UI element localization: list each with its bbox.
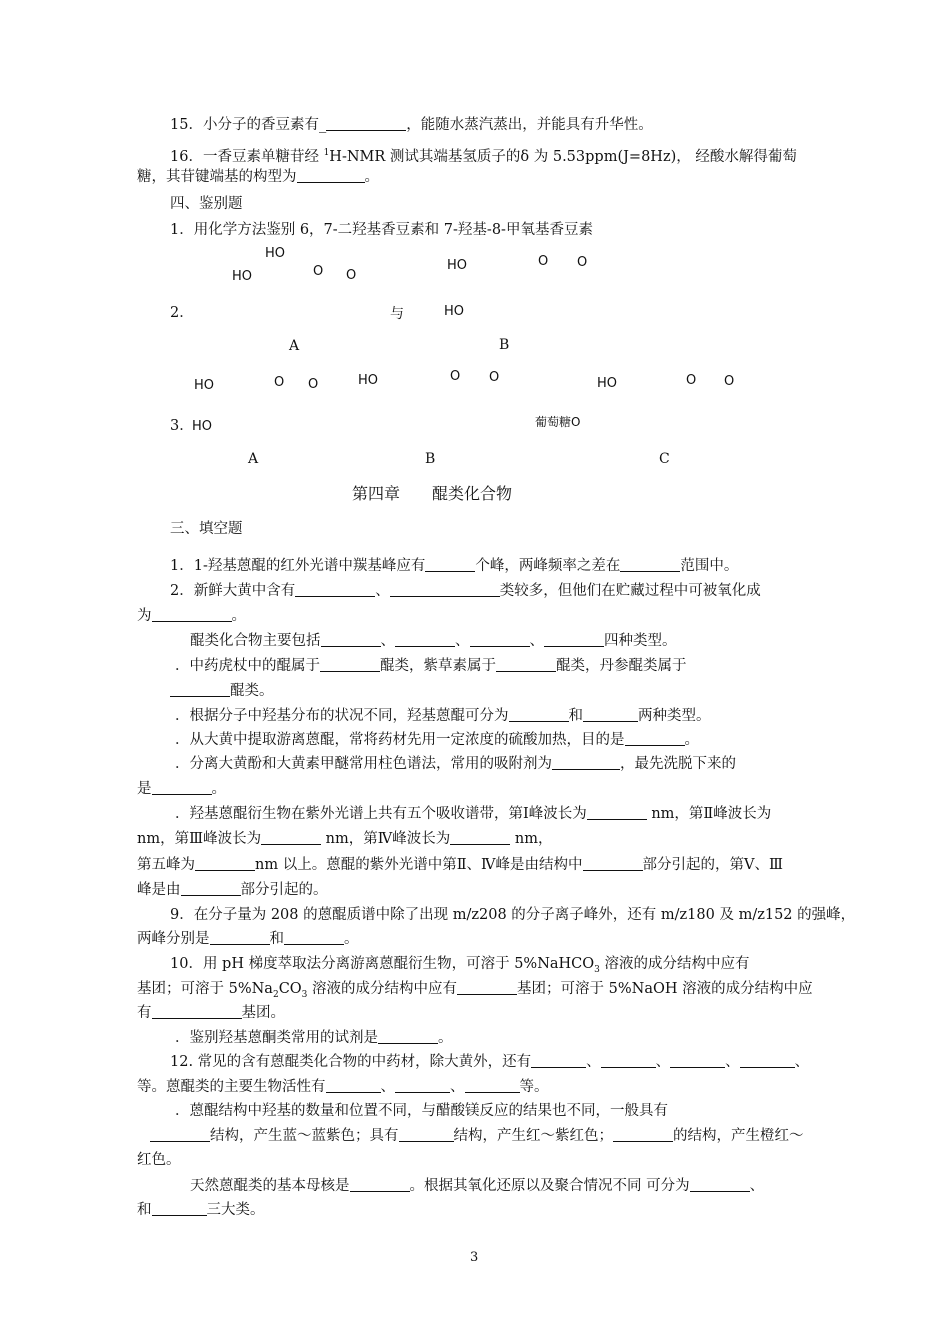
- q16-line-1: 16．一香豆素单糖苷经 $^1$H-NMR 测试其端基氢质子的δ 为 5.53ppm(J=8Hz)， 经酸水解得葡萄: [170, 148, 797, 165]
- fill-q2-line-1: 2．新鲜大黄中含有 、 类较多，但他们在贮藏过程中可被氧化成: [170, 583, 761, 599]
- ho-label: HO: [194, 378, 215, 393]
- blank[interactable]: [152, 607, 232, 622]
- blank[interactable]: [465, 1078, 520, 1093]
- page-number: 3: [470, 1250, 479, 1265]
- ho-label: HO: [444, 304, 465, 319]
- blank[interactable]: [152, 1201, 207, 1216]
- fill-q11: ．鉴别羟基蒽酮类常用的试剂是 。: [175, 1030, 453, 1046]
- blank[interactable]: [544, 632, 604, 647]
- blank[interactable]: [152, 780, 212, 795]
- fill-q10-line-2: 基团；可溶于 $5\%Na_2CO_3$ 溶液的成分结构中应有 基团；可溶于 5%NaOH 溶液的成分结构中应: [137, 981, 813, 1000]
- o-label: O: [577, 255, 588, 270]
- blank[interactable]: [457, 980, 517, 995]
- fill-q8-line-2: nm，第Ⅲ峰波长为 nm，第Ⅳ峰波长为 nm，: [137, 831, 553, 847]
- blank[interactable]: [378, 1029, 438, 1044]
- fill-q9-line-1: 9．在分子量为 208 的蒽醌质谱中除了出现 m/z208 的分子离子峰外，还有 m/z180 及 m/z152 的强峰，: [170, 907, 856, 923]
- fill-q12-line-2: 等。蒽醌类的主要生物活性有 、 、 等。: [137, 1079, 549, 1095]
- fill-q6: ．从大黄中提取游离蒽醌，常将药材先用一定浓度的硫酸加热，目的是 。: [175, 732, 699, 748]
- compound-label-c: C: [659, 451, 670, 467]
- blank[interactable]: [425, 557, 475, 572]
- blank[interactable]: [470, 632, 530, 647]
- blank[interactable]: [395, 632, 455, 647]
- ho-label: HO: [447, 258, 468, 273]
- fill-q9-line-2: 两峰分别是 和 。: [137, 931, 359, 947]
- fill-q10-line-3: 有 基团。: [137, 1005, 285, 1021]
- fill-q3: 醌类化合物主要包括 、 、 、 四种类型。: [190, 633, 677, 649]
- blank[interactable]: [195, 856, 255, 871]
- o-label: O: [450, 369, 461, 384]
- fill-q2-line-2: 为 。: [137, 608, 246, 624]
- o-label: O: [346, 268, 357, 283]
- section-fill-in: 三、填空题: [170, 521, 243, 537]
- blank[interactable]: [399, 1127, 454, 1142]
- blank[interactable]: [321, 632, 381, 647]
- o-label: O: [724, 374, 735, 389]
- identification-q2: 2．: [170, 305, 194, 321]
- ho-label: HO: [232, 269, 253, 284]
- o-label: O: [308, 377, 319, 392]
- blank[interactable]: [210, 930, 270, 945]
- compound-label-b: B: [425, 451, 436, 467]
- fill-q8-line-3: 第五峰为 nm 以上。蒽醌的紫外光谱中第Ⅱ、Ⅳ峰是由结构中 部分引起的，第Ⅴ、Ⅲ: [137, 857, 784, 873]
- blank[interactable]: [670, 1053, 725, 1068]
- ho-label: HO: [597, 376, 618, 391]
- blank[interactable]: [690, 1177, 750, 1192]
- ho-label: HO: [358, 373, 379, 388]
- o-label: O: [489, 370, 500, 385]
- fill-q8-line-1: ．羟基蒽醌衍生物在紫外光谱上共有五个吸收谱带，第Ⅰ峰波长为 nm，第Ⅱ峰波长为: [175, 806, 772, 822]
- and-label: 与: [390, 306, 404, 322]
- blank[interactable]: [150, 1127, 210, 1142]
- o-label: O: [274, 375, 285, 390]
- blank[interactable]: [625, 731, 685, 746]
- blank[interactable]: [390, 582, 500, 597]
- blank[interactable]: [284, 930, 344, 945]
- q15-line: 15．小分子的香豆素有_ ，能随水蒸汽蒸出，并能具有升华性。: [170, 117, 653, 133]
- o-label: O: [313, 264, 324, 279]
- blank[interactable]: [496, 657, 556, 672]
- compound-label-a: A: [289, 338, 300, 354]
- glucose-o-label: 葡萄糖O: [535, 415, 581, 429]
- ho-label: HO: [265, 246, 286, 261]
- fill-q14-line-1: 天然蒽醌类的基本母核是 。根据其氧化还原以及聚合情况不同 可分为 、: [190, 1178, 765, 1194]
- identification-q1: 1．用化学方法鉴别 6，7-二羟基香豆素和 7-羟基-8-甲氧基香豆素: [170, 222, 593, 238]
- fill-q7-line-2: 是 。: [137, 781, 226, 797]
- blank[interactable]: [320, 657, 380, 672]
- blank[interactable]: [620, 557, 680, 572]
- blank[interactable]: [350, 1177, 410, 1192]
- blank[interactable]: [395, 1078, 450, 1093]
- q16-line-2: 糖，其苷键端基的构型为 。: [137, 169, 379, 185]
- fill-q5: ．根据分子中羟基分布的状况不同，羟基蒽醌可分为 和 两种类型。: [175, 708, 711, 724]
- blank[interactable]: [152, 1004, 242, 1019]
- o-label: O: [686, 373, 697, 388]
- o-label: O: [538, 254, 549, 269]
- blank[interactable]: [261, 830, 321, 845]
- blank[interactable]: [552, 755, 620, 770]
- fill-q4-line-1: ．中药虎杖中的醌属于 醌类，紫草素属于 醌类，丹参醌类属于: [175, 658, 687, 674]
- blank[interactable]: [601, 1053, 656, 1068]
- fill-q7-line-1: ．分离大黄酚和大黄素甲醚常用柱色谱法，常用的吸附剂为 ，最先洗脱下来的: [175, 756, 736, 772]
- blank[interactable]: [297, 168, 365, 183]
- blank[interactable]: [583, 856, 643, 871]
- blank[interactable]: [583, 707, 638, 722]
- fill-q1: 1．1-羟基蒽醌的红外光谱中羰基峰应有 个峰，两峰频率之差在 范围中。: [170, 558, 739, 574]
- blank[interactable]: [170, 682, 230, 697]
- fill-q12-line-1: 12. 常见的含有蒽醌类化合物的中药材，除大黄外，还有 、 、 、 、: [170, 1054, 810, 1070]
- blank[interactable]: [509, 707, 569, 722]
- blank[interactable]: [587, 805, 647, 820]
- blank[interactable]: [181, 881, 241, 896]
- fill-q13-line-1: ．蒽醌结构中羟基的数量和位置不同，与醋酸镁反应的结果也不同，一般具有: [175, 1103, 668, 1119]
- blank[interactable]: [326, 116, 406, 131]
- blank[interactable]: [531, 1053, 586, 1068]
- fill-q10-line-1: 10．用 pH 梯度萃取法分离游离蒽醌衍生物，可溶于 5%NaHCO$_3$ 溶液的成分结构中应有: [170, 956, 750, 975]
- compound-label-a: A: [248, 451, 259, 467]
- identification-q3: 3．: [170, 418, 194, 434]
- ho-label: HO: [192, 419, 213, 434]
- blank[interactable]: [613, 1127, 673, 1142]
- blank[interactable]: [326, 1078, 381, 1093]
- fill-q13-line-3: 红色。: [137, 1152, 181, 1168]
- fill-q4-line-2: 醌类。: [170, 681, 274, 701]
- compound-label-b: B: [499, 337, 510, 353]
- blank[interactable]: [295, 582, 375, 597]
- fill-q8-line-4: 峰是由 部分引起的。: [137, 882, 328, 898]
- chapter-title: 第四章 醌类化合物: [352, 484, 513, 503]
- section-identification: 四、鉴别题: [170, 196, 243, 212]
- fill-q13-line-2: 结构，产生蓝～蓝紫色；具有 结构，产生红～紫红色； 的结构，产生橙红～: [150, 1126, 804, 1146]
- blank[interactable]: [740, 1053, 795, 1068]
- fill-q14-line-2: 和 三大类。: [137, 1202, 265, 1218]
- blank[interactable]: [450, 830, 510, 845]
